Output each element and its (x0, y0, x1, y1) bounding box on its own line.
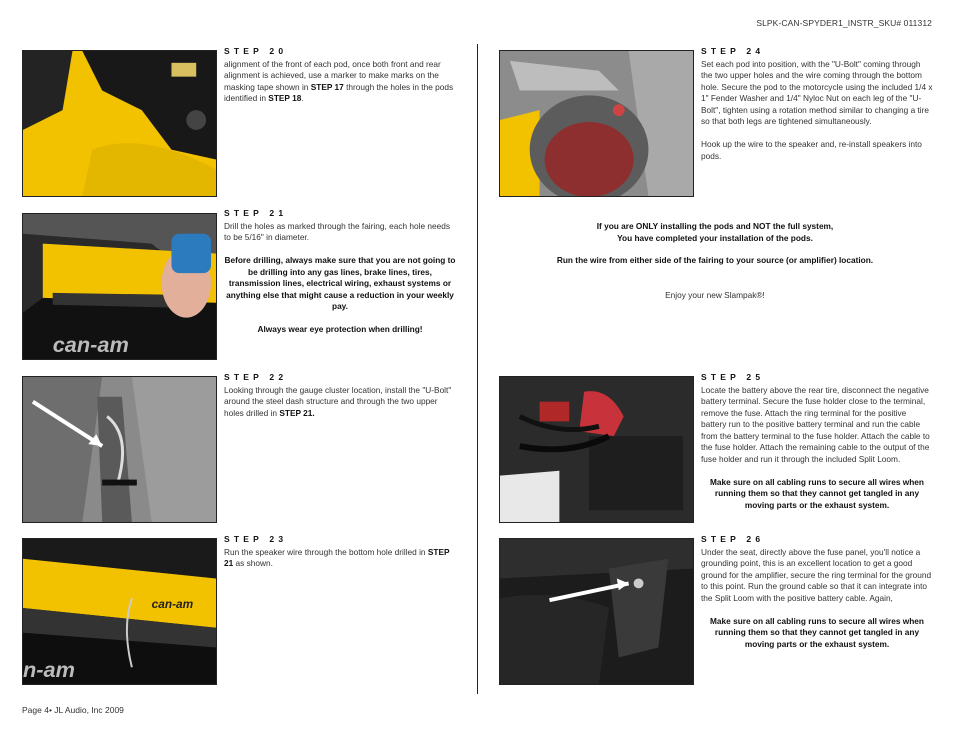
pods-only-note (490, 221, 940, 244)
step-26-title: STEP 26 (701, 534, 765, 544)
step-25-photo (499, 376, 694, 523)
step-23-photo (22, 538, 217, 685)
step-22-photo (22, 376, 217, 523)
step-20 (224, 46, 456, 105)
step-24-photo (499, 50, 694, 197)
step-24-text-2: Hook up the wire to the speaker and, re-install speakers into pods. (701, 139, 922, 161)
step-21-brand-text: can-am (52, 332, 129, 358)
enjoy-note: Enjoy your new Slampak®! (665, 290, 765, 300)
pods-only-line-2: You have completed your installation of the pods. (617, 232, 813, 243)
step-25-text: Locate the battery above the rear tire, disconnect the negative battery terminal. Secure the fuse holder close to the terminal, remove the fuse. Attach the ring terminal for the positive battery run to the positive battery terminal and run the cable from the battery terminal to the fuse holder. Attach the cable to the fuse holder. Attach the remaining cable to the output of the fuse holder and run it through the included Split Loom. (701, 384, 930, 464)
document-id: SLPK-CAN-SPYDER1_INSTR_SKU# 011312 (756, 18, 932, 28)
page-footer: Page 4• JL Audio, Inc 2009 (22, 705, 124, 715)
step-26 (701, 534, 933, 650)
step-23-brand-text: n-am (23, 657, 75, 683)
step-26-text: Under the seat, directly above the fuse panel, you'll notice a grounding point, this is an excellent location to get a good ground for the amplifier, secure the ring terminal for the ground to this point. Run the ground cable so that it can integrate into the Split Loom with the positive battery cable. Again, (701, 546, 932, 603)
step-21 (224, 208, 456, 336)
step-26-warning: Make sure on all cabling runs to secure all wires when running them so that they cannot get tangled in any moving parts or the exhaust system. (710, 615, 924, 649)
step-22-text: Looking through the gauge cluster location, install the "U-Bolt" around the steel dash structure and through the two upper holes drilled in STEP 21. (224, 384, 452, 418)
step-21-warning: Before drilling, always make sure that you are not going to be drilling into any gas lines, brake lines, tires, transmission lines, electrical wiring, exhaust systems or anything else that might cause a reduction in your weekly pay. (224, 255, 456, 311)
step-24-text: Set each pod into position, with the "U-Bolt" coming through the two upper holes and the wire coming through the bottom hole. Secure the pod to the motorcycle using the included 1/4 x 1" Fender Washer and 1/4" Nyloc Nut on each leg of the "U-Bolt", tighten using a rotation method similar to changing a tire so that both legs are tightened simultaneously. (701, 58, 933, 126)
step-20-text: alignment of the front of each pod, once both front and rear alignment is achieved, use a marker to make marks on the masking tape shown in STEP 17 through the holes in the pods identified in STEP 18. (224, 58, 454, 103)
step-26-photo (499, 538, 694, 685)
step-25 (701, 372, 933, 511)
step-25-warning: Make sure on all cabling runs to secure all wires when running them so that they cannot get tangled in any moving parts or the exhaust system. (710, 476, 924, 510)
step-21-text: Drill the holes as marked through the fairing, each hole needs to be 5/16" in diameter. (224, 220, 450, 242)
step-20-photo (22, 50, 217, 197)
step-25-title: STEP 25 (701, 372, 765, 382)
run-wire-note: Run the wire from either side of the fairing to your source (or amplifier) location. (556, 255, 874, 265)
column-divider (477, 44, 478, 694)
step-24 (701, 46, 933, 162)
step-21-photo (22, 213, 217, 360)
step-22-title: STEP 22 (224, 372, 288, 382)
step-21-title: STEP 21 (224, 208, 288, 218)
step-23-text: Run the speaker wire through the bottom hole drilled in STEP 21 as shown. (224, 546, 450, 568)
step-23 (224, 534, 456, 570)
step-20-title: STEP 20 (224, 46, 288, 56)
step-24-title: STEP 24 (701, 46, 765, 56)
step-23-title: STEP 23 (224, 534, 288, 544)
step-22 (224, 372, 456, 419)
pods-only-line-1: If you are ONLY installing the pods and NOT the full system, (596, 221, 834, 231)
step-23-brand-text-2: can-am (151, 597, 194, 612)
step-21-eye-warning: Always wear eye protection when drilling! (257, 324, 423, 334)
